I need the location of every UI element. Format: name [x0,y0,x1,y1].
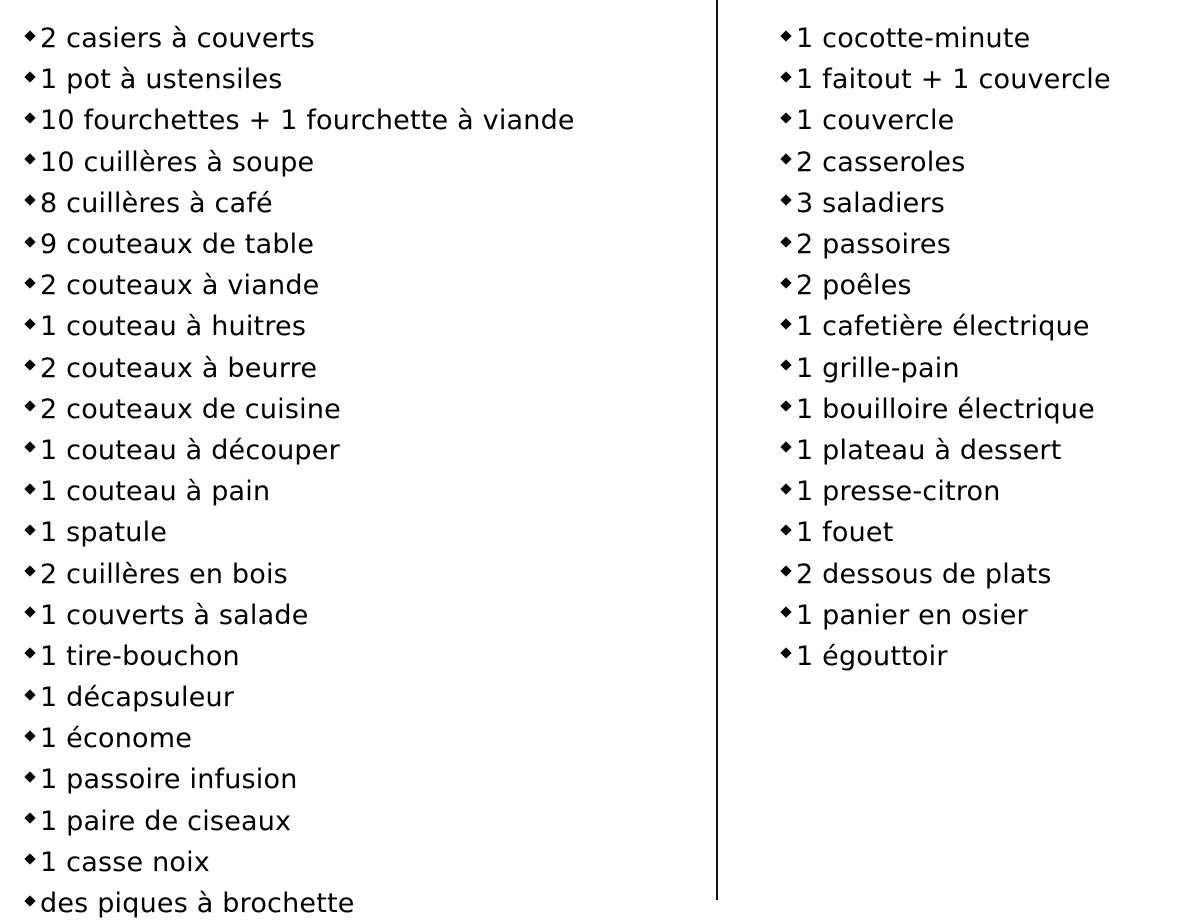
diamond-bullet-icon [24,442,35,453]
list-item [26,100,706,141]
list-item [782,636,1192,677]
list-item [782,553,1192,594]
list-item [26,59,706,100]
diamond-bullet-icon [24,771,35,782]
diamond-bullet-icon [24,71,35,82]
diamond-bullet-icon [780,607,791,618]
diamond-bullet-icon [24,648,35,659]
item-text: 3 saladiers [796,187,946,219]
item-text: 1 paire de ciseaux [40,805,292,837]
item-text: 1 casse noix [40,846,210,878]
item-text: 2 couteaux de cuisine [40,393,341,425]
item-text: 1 cocotte-minute [796,23,1031,55]
list-item [782,512,1192,553]
item-text: 2 couteaux à beurre [40,352,318,384]
item-text: 1 égouttoir [796,640,948,672]
diamond-bullet-icon [780,277,791,288]
diamond-bullet-icon [24,812,35,823]
list-item [26,265,706,306]
list-item [26,801,706,842]
item-text: 10 fourchettes + 1 fourchette à viande [40,105,575,137]
item-text: 1 grille-pain [796,352,960,384]
list-item [26,183,706,224]
diamond-bullet-icon [780,483,791,494]
diamond-bullet-icon [24,195,35,206]
left-item-list [26,18,706,924]
item-text: 9 couteaux de table [40,229,315,261]
item-text: 8 cuillères à café [40,187,273,219]
diamond-bullet-icon [24,483,35,494]
item-text: 2 couteaux à viande [40,270,320,302]
diamond-bullet-icon [24,236,35,247]
diamond-bullet-icon [24,524,35,535]
item-text: 1 tire-bouchon [40,640,240,672]
item-text: 1 décapsuleur [40,682,235,714]
list-item [782,306,1192,347]
item-text: 1 couvercle [796,105,955,137]
list-item [782,183,1192,224]
list-item [782,59,1192,100]
list-item [782,595,1192,636]
column-divider [716,0,718,900]
diamond-bullet-icon [24,607,35,618]
item-text: 2 dessous de plats [796,558,1052,590]
list-item [782,18,1192,59]
diamond-bullet-icon [780,195,791,206]
diamond-bullet-icon [780,30,791,41]
diamond-bullet-icon [780,401,791,412]
diamond-bullet-icon [780,524,791,535]
diamond-bullet-icon [780,71,791,82]
diamond-bullet-icon [24,401,35,412]
list-item [782,389,1192,430]
item-text: 2 casiers à couverts [40,23,316,55]
diamond-bullet-icon [24,318,35,329]
diamond-bullet-icon [24,689,35,700]
item-text: 1 cafetière électrique [796,311,1090,343]
item-text: 2 cuillères en bois [40,558,288,590]
list-item [26,759,706,800]
item-text: 1 plateau à dessert [796,434,1062,466]
item-text: 1 couteau à découper [40,434,340,466]
diamond-bullet-icon [780,236,791,247]
item-text: 1 spatule [40,517,168,549]
list-item [782,265,1192,306]
diamond-bullet-icon [780,153,791,164]
list-item [26,348,706,389]
item-text: 1 passoire infusion [40,764,298,796]
list-item [782,348,1192,389]
item-text: 2 passoires [796,229,951,261]
list-item [26,389,706,430]
list-item [26,142,706,183]
diamond-bullet-icon [780,112,791,123]
list-item [26,883,706,924]
item-text: 1 économe [40,723,193,755]
list-item [26,512,706,553]
item-text: 1 couteau à pain [40,476,271,508]
list-item [782,100,1192,141]
item-text: 2 casseroles [796,146,966,178]
list-item [782,430,1192,471]
diamond-bullet-icon [780,318,791,329]
diamond-bullet-icon [24,277,35,288]
item-text: 1 bouilloire électrique [796,393,1095,425]
diamond-bullet-icon [24,895,35,906]
list-item [26,306,706,347]
item-text: 10 cuillères à soupe [40,146,315,178]
list-item [782,471,1192,512]
item-text: 1 pot à ustensiles [40,64,283,96]
diamond-bullet-icon [780,648,791,659]
diamond-bullet-icon [24,565,35,576]
diamond-bullet-icon [24,359,35,370]
diamond-bullet-icon [24,112,35,123]
list-item [26,718,706,759]
diamond-bullet-icon [24,153,35,164]
item-text: 2 poêles [796,270,912,302]
diamond-bullet-icon [780,359,791,370]
item-text: 1 couverts à salade [40,599,309,631]
list-item [26,553,706,594]
item-text: 1 presse-citron [796,476,1001,508]
item-text: 1 fouet [796,517,894,549]
diamond-bullet-icon [780,442,791,453]
list-item [26,224,706,265]
list-item [26,595,706,636]
item-text: 1 couteau à huitres [40,311,307,343]
list-item [26,842,706,883]
right-item-list [782,18,1192,677]
list-item [782,142,1192,183]
item-text: 1 faitout + 1 couvercle [796,64,1111,96]
list-item [26,430,706,471]
list-item [26,677,706,718]
item-text: 1 panier en osier [796,599,1028,631]
list-item [26,636,706,677]
diamond-bullet-icon [780,565,791,576]
list-item [26,18,706,59]
list-item [782,224,1192,265]
diamond-bullet-icon [24,854,35,865]
list-item [26,471,706,512]
diamond-bullet-icon [24,30,35,41]
diamond-bullet-icon [24,730,35,741]
item-text: des piques à brochette [40,888,355,920]
